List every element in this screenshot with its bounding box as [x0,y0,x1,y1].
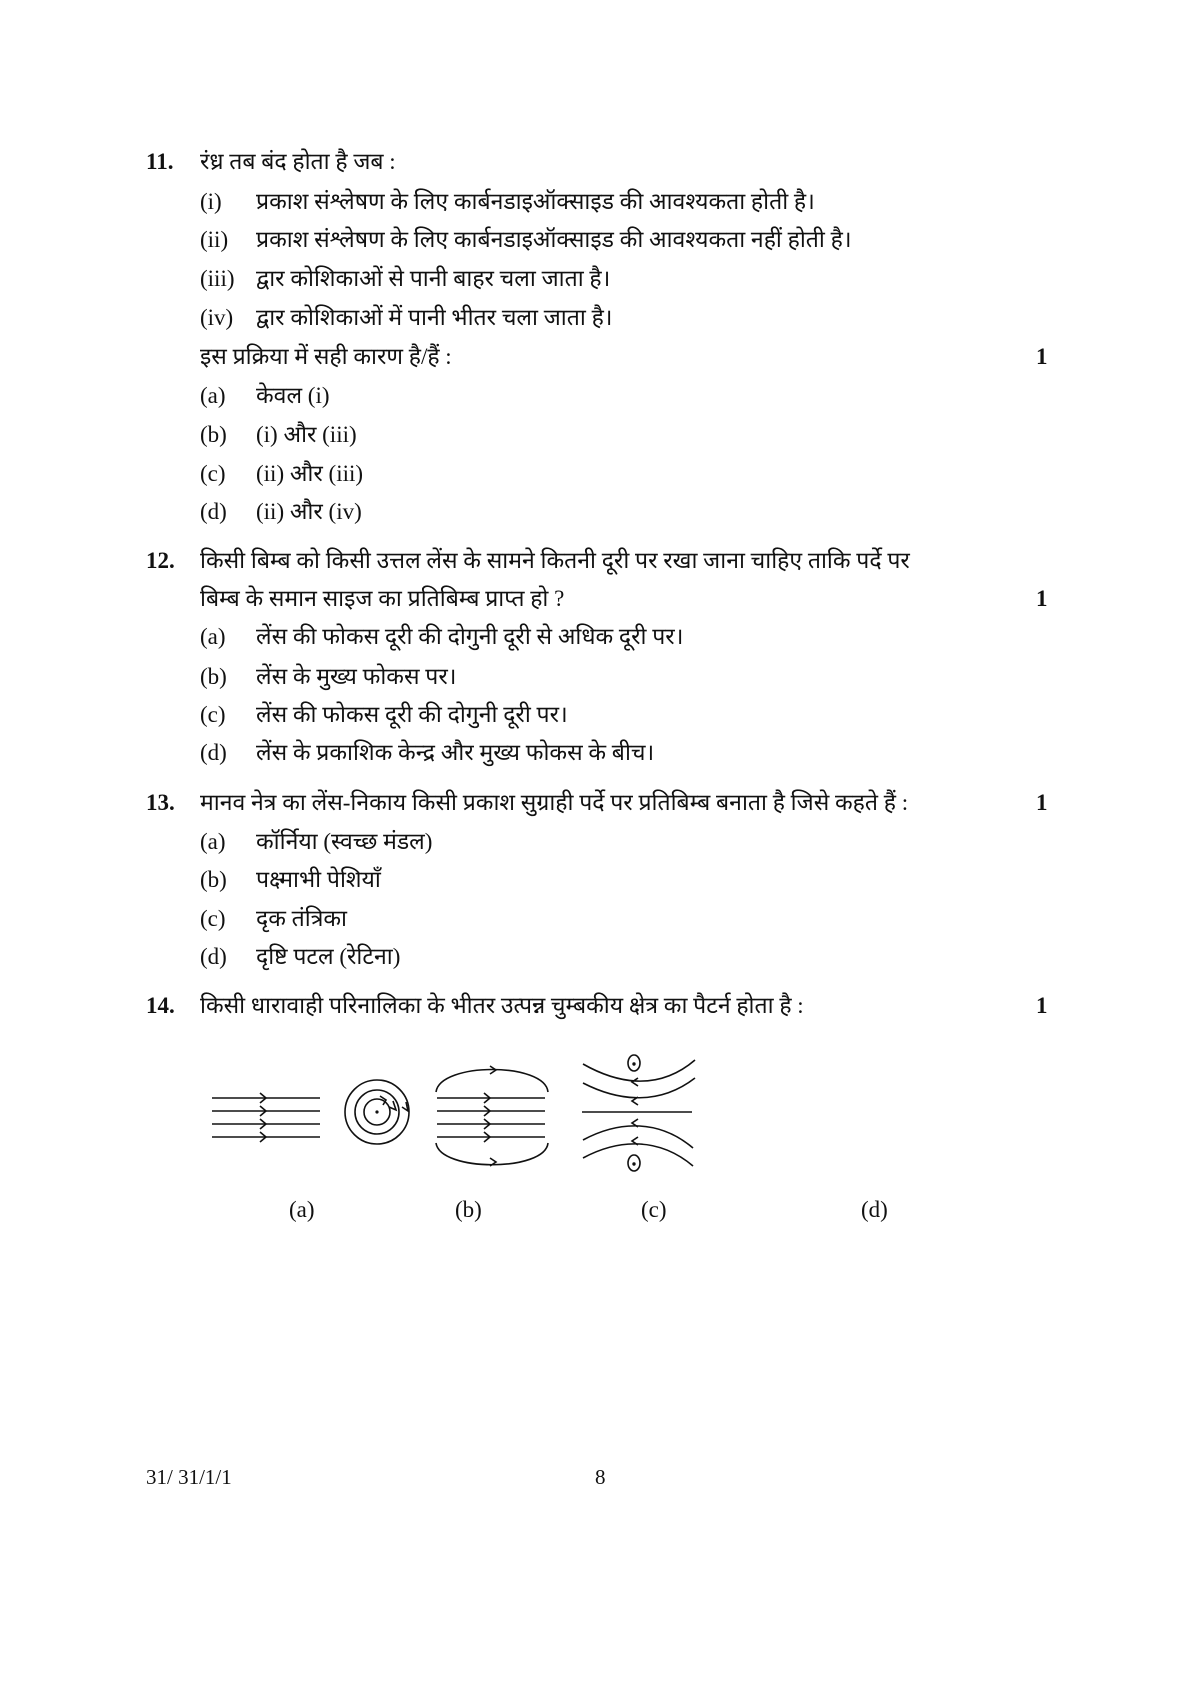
q12-option: लेंस के मुख्य फोकस पर। [256,664,457,689]
page-number: 8 [595,1465,606,1489]
q11-stmt: द्वार कोशिकाओं से पानी बाहर चला जाता है। [256,266,611,291]
q14-marks: 1 [1036,993,1048,1018]
q11-stmt-label: (iv) [200,305,234,330]
q11-option-label: (d) [200,499,227,524]
q13-option-label: (d) [200,944,227,969]
q11-option-label: (c) [200,461,226,486]
q12-option-label: (b) [200,664,227,689]
q11-option: केवल (i) [256,383,330,408]
q11-stmt-label: (iii) [200,266,235,291]
q13-stem: मानव नेत्र का लेंस-निकाय किसी प्रकाश सुग्राही पर्दे पर प्रतिबिम्ब बनाता है जिसे कहते हैं : [200,790,909,815]
q11-stmt-label: (ii) [200,227,229,252]
q11-option-label: (b) [200,422,227,447]
figure-b-concentric-circles [345,1080,409,1144]
q13-number: 13. [146,790,175,815]
figure-d-current-loop-field [582,1055,695,1171]
q11-stmt: प्रकाश संश्लेषण के लिए कार्बनडाइऑक्साइड की आवश्यकता नहीं होती है। [256,227,852,252]
q13-marks: 1 [1036,790,1048,815]
q11-option: (ii) और (iv) [256,499,362,524]
q12-marks: 1 [1036,586,1048,611]
q12-stem: किसी बिम्ब को किसी उत्तल लेंस के सामने कितनी दूरी पर रखा जाना चाहिए ताकि पर्दे पर [200,548,910,573]
q13-option-label: (c) [200,906,226,931]
q12-option-label: (a) [200,624,226,649]
figure-a-parallel-lines [212,1093,320,1142]
q14-stem: किसी धारावाही परिनालिका के भीतर उत्पन्न चुम्बकीय क्षेत्र का पैटर्न होता है : [200,993,804,1018]
figure-label-d: (d) [861,1197,888,1222]
q12-stem: बिम्ब के समान साइज का प्रतिबिम्ब प्राप्त हो ? [200,586,565,611]
q14-number: 14. [146,993,175,1018]
q11-prompt: इस प्रक्रिया में सही कारण है/हैं : [200,344,452,369]
q13-option: पक्ष्माभी पेशियाँ [256,867,381,892]
q12-number: 12. [146,548,175,573]
q13-option: दृष्टि पटल (रेटिना) [256,944,401,969]
figure-label-b: (b) [455,1197,482,1222]
q13-option: दृक तंत्रिका [256,906,348,931]
paper-code: 31/ 31/1/1 [146,1465,232,1489]
q12-option: लेंस की फोकस दूरी की दोगुनी दूरी पर। [256,702,568,727]
figure-label-a: (a) [289,1197,315,1222]
figure-c-solenoid-field [436,1066,548,1166]
q13-option-label: (a) [200,829,226,854]
q11-number: 11. [146,149,174,174]
q11-stmt: द्वार कोशिकाओं में पानी भीतर चला जाता है। [256,305,613,330]
q11-stmt-label: (i) [200,189,222,214]
figure-label-c: (c) [641,1197,667,1222]
q13-option-label: (b) [200,867,227,892]
q11-stem: रंध्र तब बंद होता है जब : [200,149,396,174]
q13-option: कॉर्निया (स्वच्छ मंडल) [256,829,433,854]
q11-option-label: (a) [200,383,226,408]
q12-option-label: (d) [200,740,227,765]
q12-option: लेंस की फोकस दूरी की दोगुनी दूरी से अधिक दूरी पर। [256,624,684,649]
q11-option: (ii) और (iii) [256,461,364,486]
q11-stmt: प्रकाश संश्लेषण के लिए कार्बनडाइऑक्साइड की आवश्यकता होती है। [256,189,815,214]
q11-marks: 1 [1036,344,1048,369]
q12-option-label: (c) [200,702,226,727]
q12-option: लेंस के प्रकाशिक केन्द्र और मुख्य फोकस के बीच। [256,740,655,765]
q11-option: (i) और (iii) [256,422,357,447]
